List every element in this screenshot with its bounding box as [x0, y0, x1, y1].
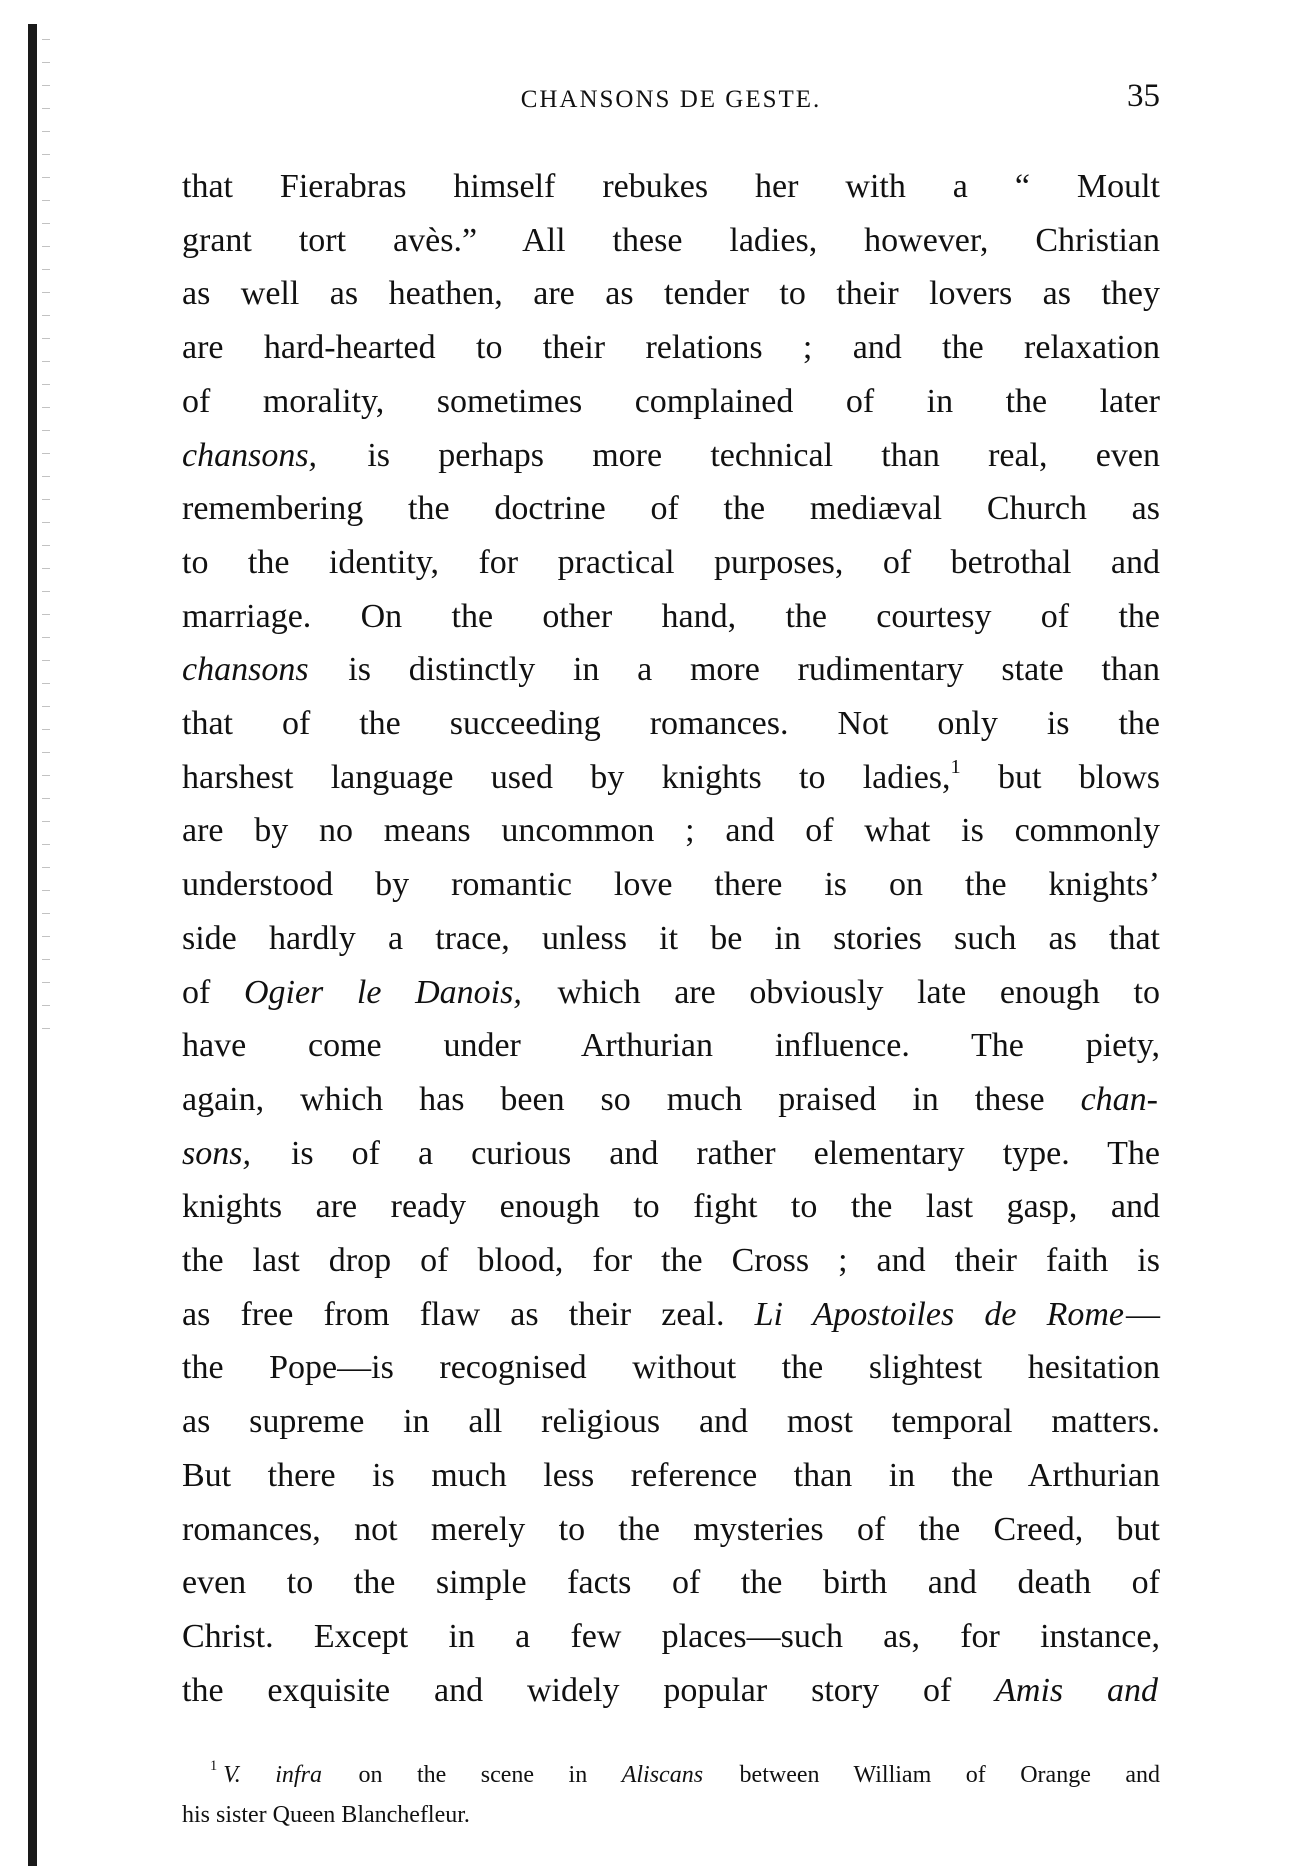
scan-noise [42, 30, 50, 1030]
italic-text: Ogier le Danois, [243, 973, 522, 1011]
text-run: as supreme in all religious and most temporal matters. [182, 1403, 1160, 1441]
text-run: as well as heathen, are as tender to their lovers as they [182, 275, 1160, 313]
scan-binding-edge [28, 24, 37, 1866]
text-line [182, 1449, 1160, 1503]
text-line [182, 1234, 1160, 1288]
page-column [182, 160, 1160, 1835]
italic-text: Li Apostoiles de Rome [754, 1295, 1125, 1333]
text-line [182, 1073, 1160, 1127]
page-number: 35 [1127, 78, 1160, 114]
text-line [182, 590, 1160, 644]
text-run: of [182, 973, 244, 1011]
text-line [182, 1610, 1160, 1664]
italic-text: V. infra [223, 1762, 322, 1789]
text-line [182, 1019, 1160, 1073]
text-line [182, 804, 1160, 858]
text-run: remembering the doctrine of the mediæval Church as [182, 490, 1160, 528]
italic-text: chan- [1080, 1080, 1158, 1118]
text-line [182, 966, 1160, 1020]
italic-text: Amis and [995, 1671, 1159, 1709]
text-run: Christ. Except in a few places—such as, for instance, [182, 1617, 1160, 1655]
text-run: side hardly a trace, unless it be in stories such as that [182, 919, 1160, 957]
text-line [182, 214, 1160, 268]
text-line [182, 1395, 1160, 1449]
text-run: But there is much less reference than in the Arthurian [182, 1456, 1160, 1494]
footnote [182, 1755, 1160, 1835]
text-run: are hard-hearted to their relations ; and the relaxation [182, 329, 1160, 367]
text-run: knights are ready enough to fight to the last gasp, and [182, 1188, 1160, 1226]
text-run: understood by romantic love there is on the knights’ [182, 866, 1160, 904]
text-line [182, 697, 1160, 751]
text-run: which are obviously late enough to [523, 973, 1160, 1011]
text-run: is perhaps more technical than real, even [319, 436, 1160, 474]
footnote-line [182, 1755, 1160, 1795]
text-run: — [1126, 1295, 1161, 1333]
text-line [182, 912, 1160, 966]
footnote-line: his sister Queen Blanchefleur. [182, 1802, 470, 1829]
text-run: that of the succeeding romances. Not only is the [182, 705, 1160, 743]
text-run: romances, not merely to the mysteries of the Creed, but [182, 1510, 1160, 1548]
text-line [182, 536, 1160, 590]
text-run: to the identity, for practical purposes, of betrothal and [182, 543, 1160, 581]
footnote-marker: 1 [210, 1758, 218, 1775]
text-run: but blows [960, 758, 1160, 796]
text-line [182, 858, 1160, 912]
text-run: marriage. On the other hand, the courtesy of the [182, 597, 1160, 635]
text-line [182, 267, 1160, 321]
text-run: as free from flaw as their zeal. [182, 1295, 755, 1333]
text-line [182, 160, 1160, 214]
text-line [182, 643, 1160, 697]
text-line [182, 1664, 1160, 1718]
body-text [182, 160, 1160, 1717]
footnote-reference: 1 [950, 755, 961, 778]
text-line [182, 375, 1160, 429]
page-header [182, 78, 1160, 118]
text-run: on the scene in [323, 1762, 622, 1789]
text-run: again, which has been so much praised in these [182, 1080, 1081, 1118]
text-run: are by no means uncommon ; and of what is commonly [182, 812, 1160, 850]
text-run: of morality, sometimes complained of in the later [182, 382, 1160, 420]
text-line [182, 429, 1160, 483]
text-run: that Fierabras himself rebukes her with a “ Moult [182, 168, 1160, 205]
italic-text: sons, [182, 1134, 251, 1172]
text-line [182, 1341, 1160, 1395]
italic-text: Aliscans [621, 1762, 704, 1789]
italic-text: chansons [182, 651, 309, 689]
text-line [182, 1556, 1160, 1610]
text-run: even to the simple facts of the birth and death of [182, 1564, 1160, 1602]
text-run: the exquisite and widely popular story of [182, 1671, 996, 1709]
running-title: CHANSONS DE GESTE. [520, 86, 822, 113]
text-line [182, 751, 1160, 805]
text-run: the last drop of blood, for the Cross ; and their faith is [182, 1242, 1160, 1280]
text-line [182, 1180, 1160, 1234]
text-run: the Pope—is recognised without the slightest hesitation [182, 1349, 1160, 1387]
text-run: is distinctly in a more rudimentary state than [310, 651, 1160, 689]
italic-text: chansons, [182, 436, 318, 474]
text-run: have come under Arthurian influence. The piety, [182, 1027, 1160, 1065]
text-run: is of a curious and rather elementary type. The [252, 1134, 1160, 1172]
text-line [182, 482, 1160, 536]
text-line [182, 1288, 1160, 1342]
text-run: between William of Orange and [705, 1762, 1160, 1789]
text-line [182, 1503, 1160, 1557]
text-line [182, 321, 1160, 375]
text-run: harshest language used by knights to ladies, [182, 758, 951, 796]
text-run: grant tort avès.” All these ladies, however, Christian [182, 221, 1160, 259]
text-line [182, 1127, 1160, 1181]
